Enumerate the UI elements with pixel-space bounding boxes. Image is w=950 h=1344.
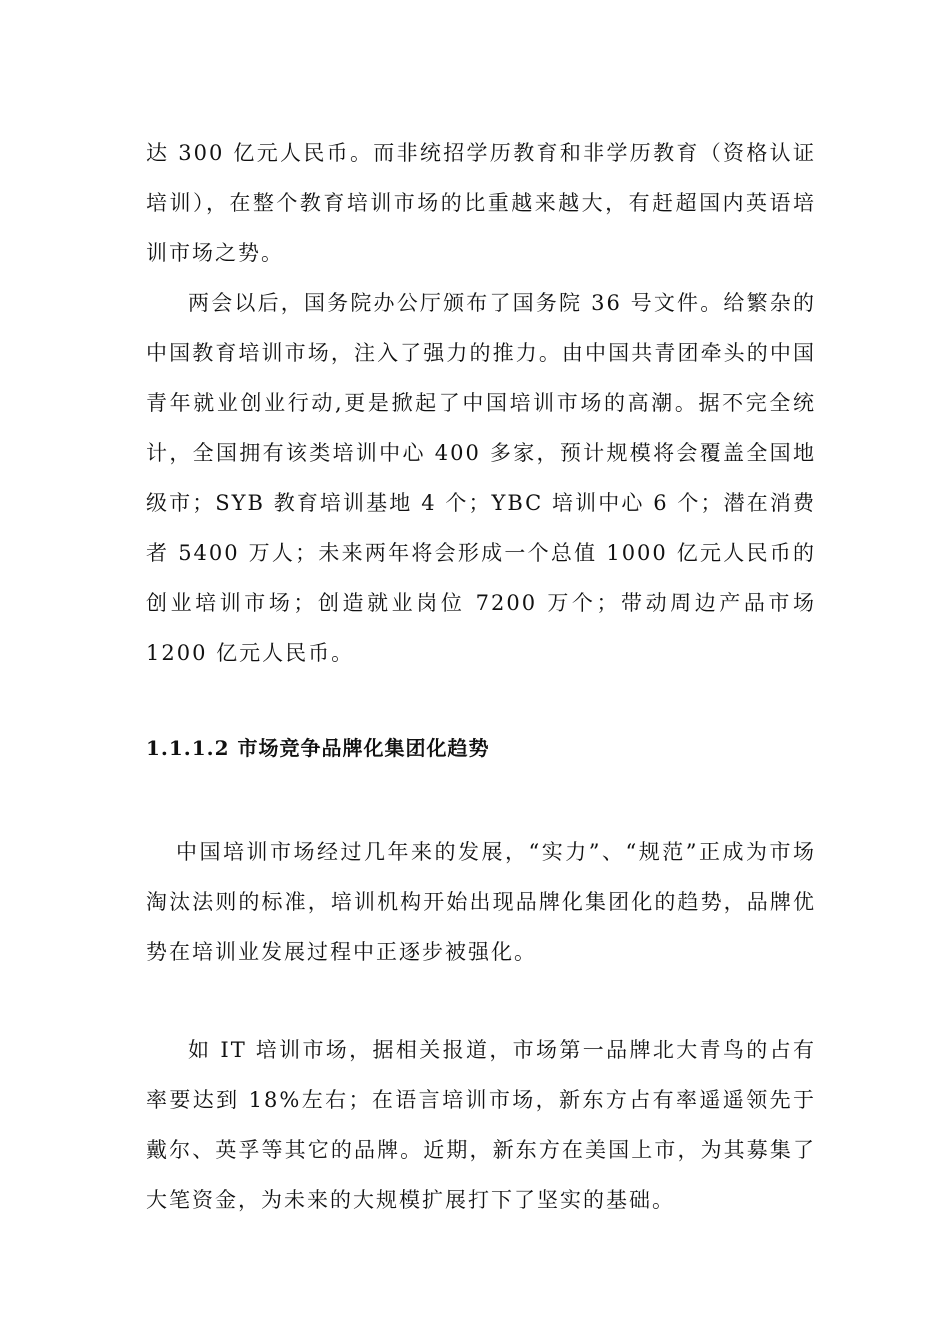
- paragraph-policy-impact: 两会以后，国务院办公厅颁布了国务院 36 号文件。给繁杂的中国教育培训市场，注入了强力的推力。由中国共青团牵头的中国青年就业创业行动,更是掀起了中国培训市场的高潮。据不完全统计，全国拥有该类培训中心 400 多家，预计规模将会覆盖全国地级市；SYB 教育培训基地 4 个；YBC 培训中心 6 个；潜在消费者 5400 万人；未来两年将会形成一个总值 1000 亿元人民币的创业培训市场；创造就业岗位 7200 万个；带动周边产品市场 1200 亿元人民币。: [146, 291, 816, 665]
- section-heading: 1.1.1.2 市场竞争品牌化集团化趋势: [146, 736, 490, 760]
- paragraph-brand-examples: 如 IT 培训市场，据相关报道，市场第一品牌北大青鸟的占有率要达到 18%左右；在语言培训市场，新东方占有率遥遥领先于戴尔、英孚等其它的品牌。近期，新东方在美国上市，为其募集了大笔资金，为未来的大规模扩展打下了坚实的基础。: [146, 1038, 816, 1212]
- paragraph-brand-trend: 中国培训市场经过几年来的发展，“实力”、“规范”正成为市场淘汰法则的标准，培训机构开始出现品牌化集团化的趋势，品牌优势在培训业发展过程中正逐步被强化。: [146, 840, 816, 964]
- paragraph-market-scale: 达 300 亿元人民币。而非统招学历教育和非学历教育（资格认证培训），在整个教育培训市场的比重越来越大，有赶超国内英语培训市场之势。: [146, 141, 816, 265]
